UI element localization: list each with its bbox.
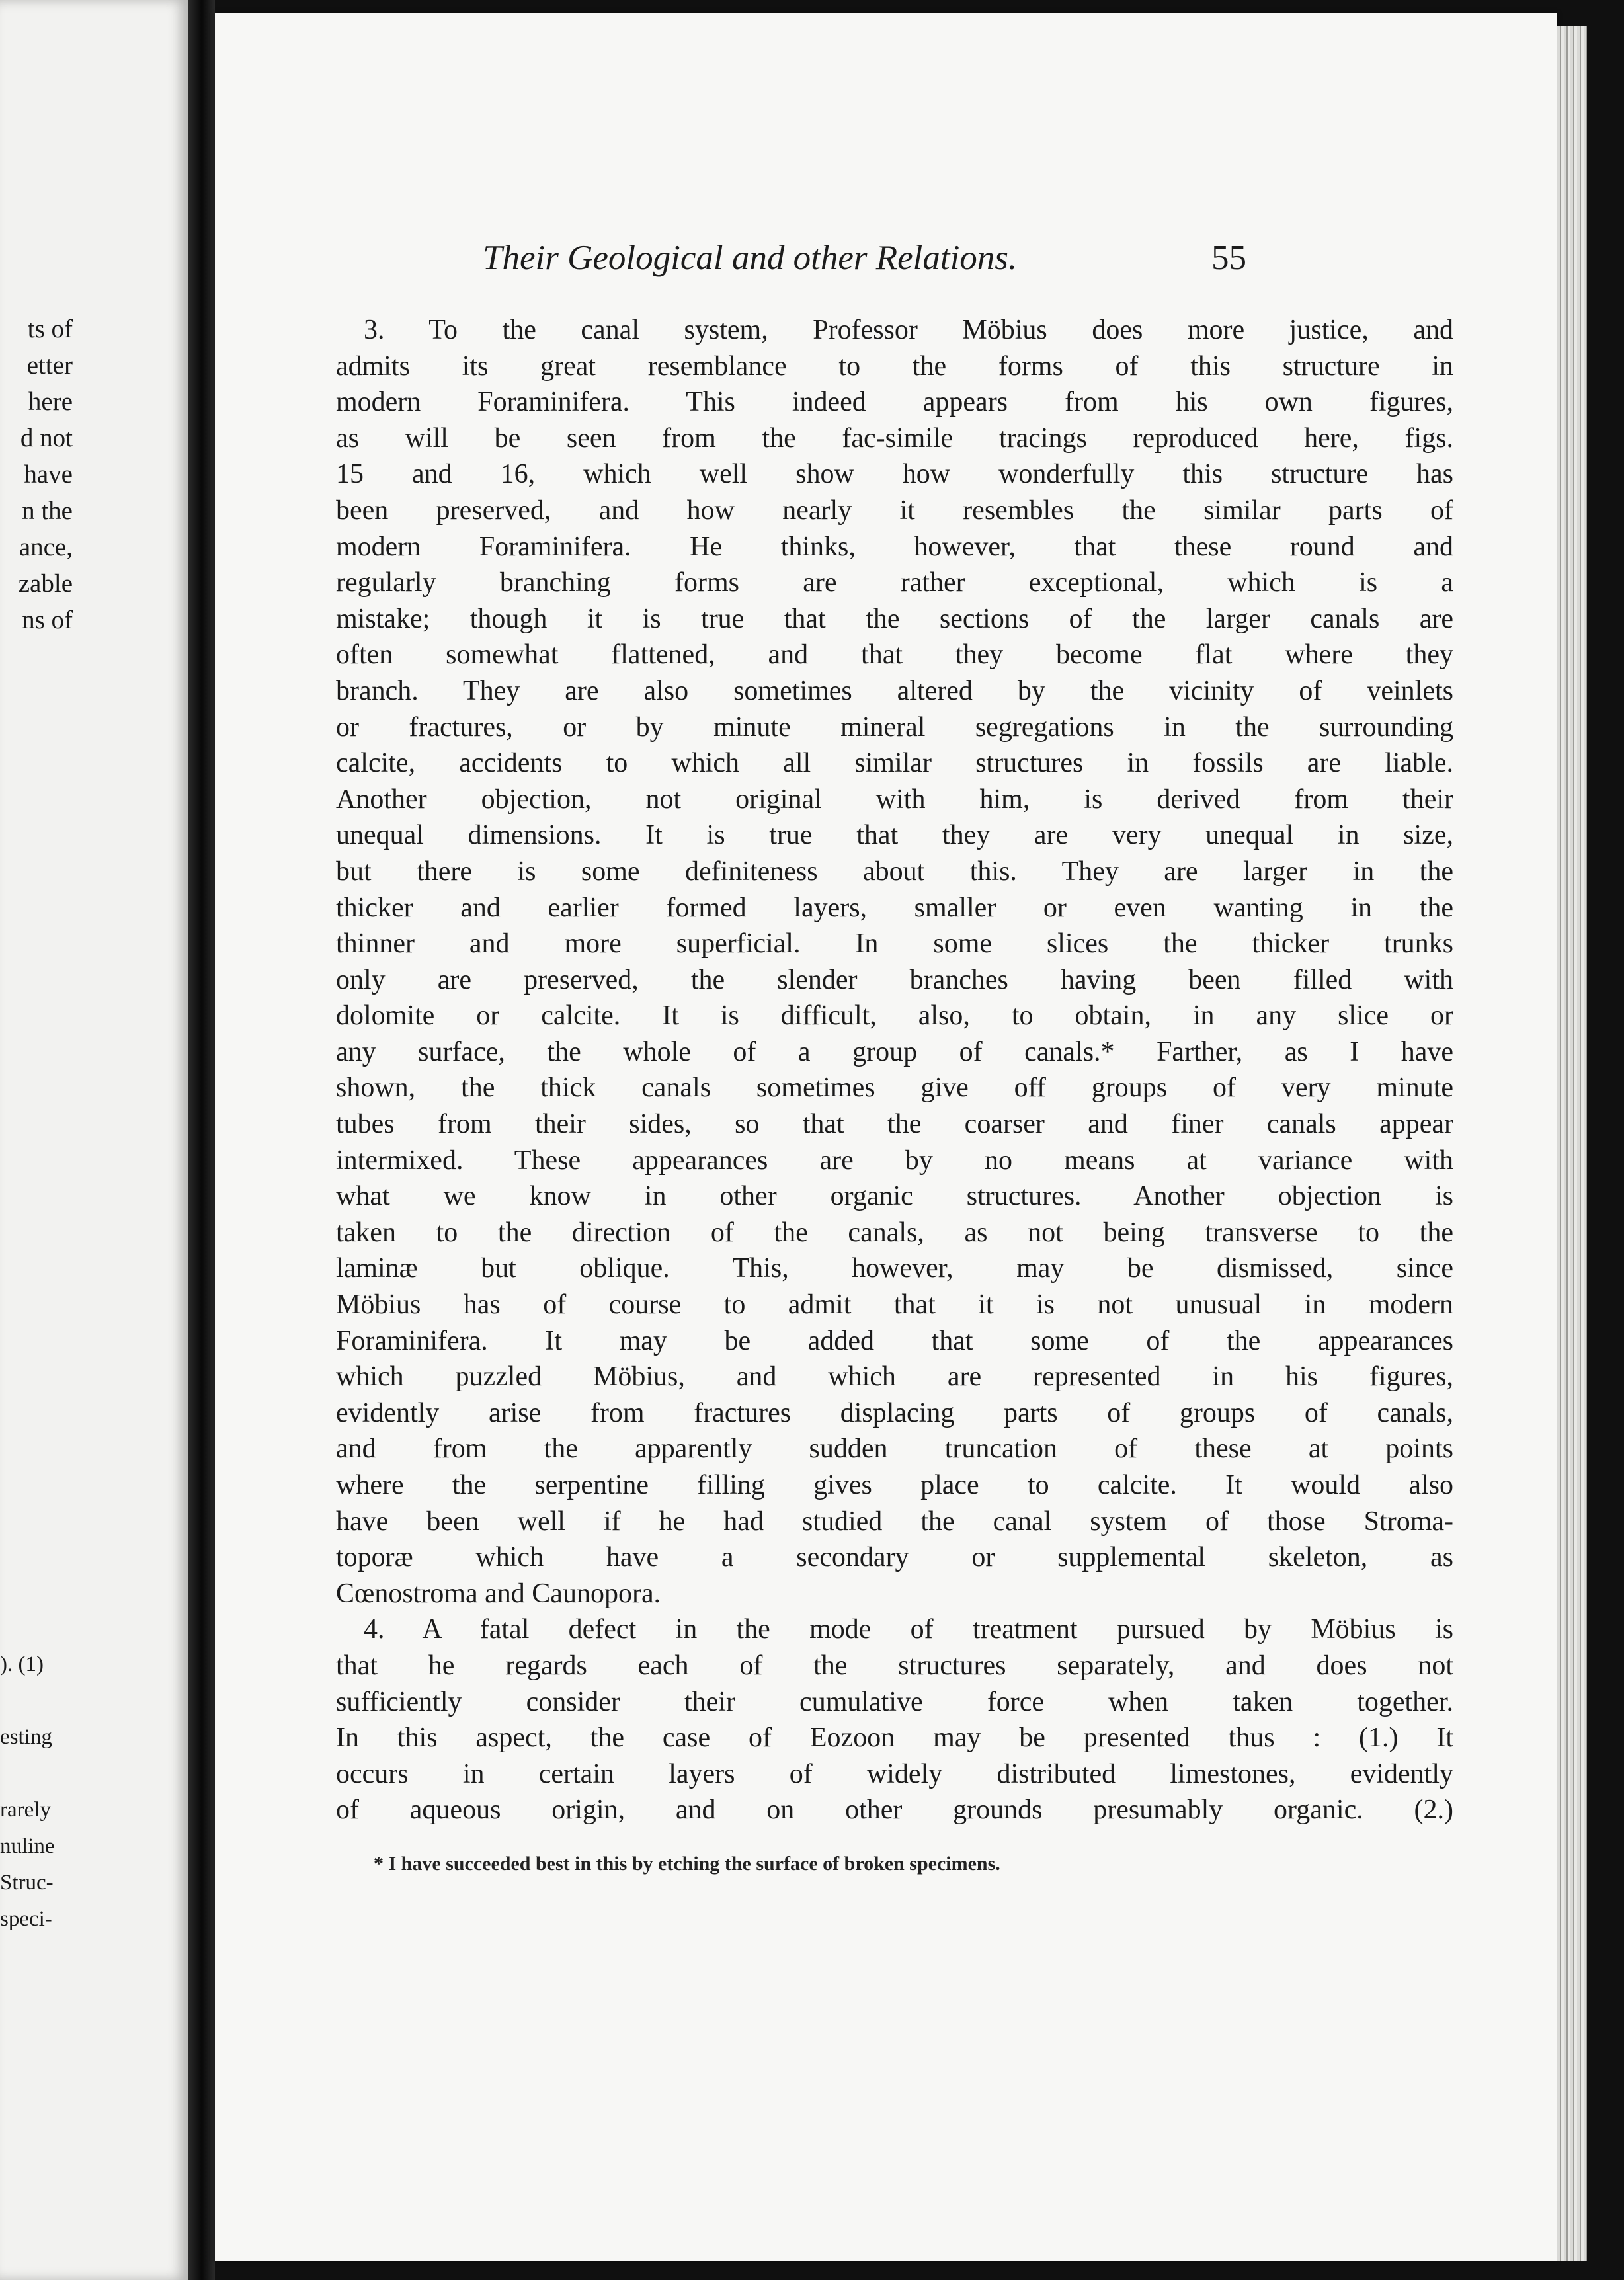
text-line: or fractures, or by minute mineral segregations in the surrounding [336, 712, 1453, 743]
left-fragment: nuline [0, 1834, 55, 1858]
text-line: intermixed. These appearances are by no means at variance with [336, 1145, 1453, 1176]
left-facing-page [0, 0, 188, 2280]
page-number: 55 [1211, 239, 1246, 277]
text-line: Cœnostroma and Caunopora. [336, 1578, 661, 1609]
text-line: 3. To the canal system, Professor Möbius does more justice, and [364, 315, 1453, 345]
text-line: but there is some definiteness about this. They are larger in the [336, 856, 1453, 887]
book-gutter [188, 0, 215, 2280]
text-line: only are preserved, the slender branches having been filled with [336, 964, 1453, 995]
text-line: often somewhat flattened, and that they become flat where they [336, 639, 1453, 671]
text-line: admits its great resemblance to the forms of this structure in [336, 350, 1453, 382]
text-line: thinner and more superficial. In some slices the thicker trunks [336, 928, 1453, 959]
left-fragment: etter [26, 351, 73, 380]
text-line: been preserved, and how nearly it resembles the similar parts of [336, 495, 1453, 526]
text-line: Foraminifera. It may be added that some of the appearances [336, 1325, 1453, 1356]
text-line: what we know in other organic structures. Another objection is [336, 1181, 1453, 1212]
text-line: which puzzled Möbius, and which are represented in his figures, [336, 1362, 1453, 1393]
left-fragment: ns of [22, 606, 73, 634]
text-line: tubes from their sides, so that the coarser and finer canals appear [336, 1109, 1453, 1140]
text-line: unequal dimensions. It is true that they are very unequal in size, [336, 820, 1453, 851]
text-line: modern Foraminifera. This indeed appears from his own figures, [336, 387, 1453, 418]
text-line: and from the apparently sudden truncation of these at points [336, 1434, 1453, 1465]
text-line: shown, the thick canals sometimes give off groups of very minute [336, 1073, 1453, 1104]
left-fragment: ). (1) [0, 1652, 44, 1676]
text-line: dolomite or calcite. It is difficult, also, to obtain, in any slice or [336, 1000, 1453, 1032]
text-line: modern Foraminifera. He thinks, however, that these round and [336, 531, 1453, 562]
left-fragment: here [28, 387, 73, 416]
left-fragment: ance, [19, 533, 73, 561]
left-fragment: speci- [0, 1907, 52, 1931]
page-header [215, 238, 1557, 291]
left-fragment: rarely [0, 1798, 51, 1822]
text-line: taken to the direction of the canals, as not being transverse to the [336, 1217, 1453, 1248]
text-line: sufficiently consider their cumulative force when taken together. [336, 1686, 1453, 1717]
text-line: any surface, the whole of a group of canals.* Farther, as I have [336, 1036, 1453, 1067]
footnote: * I have succeeded best in this by etching the surface of broken specimens. [374, 1853, 1000, 1875]
text-line: occurs in certain layers of widely distributed limestones, evidently [336, 1758, 1453, 1789]
left-fragment [0, 1756, 73, 1792]
page [215, 13, 1557, 2261]
text-line: Möbius has of course to admit that it is not unusual in modern [336, 1289, 1453, 1321]
text-line: where the serpentine filling gives place to calcite. It would also [336, 1470, 1453, 1500]
text-line: 4. A fatal defect in the mode of treatment pursued by Möbius is [364, 1614, 1453, 1645]
text-line: calcite, accidents to which all similar structures in fossils are liable. [336, 748, 1453, 779]
text-line: Another objection, not original with him, is derived from their [336, 784, 1453, 815]
text-line: In this aspect, the case of Eozoon may be presented thus : (1.) It [336, 1723, 1453, 1754]
left-fragment: d not [20, 424, 73, 452]
text-line: evidently arise from fractures displacing parts of groups of canals, [336, 1397, 1453, 1428]
left-fragment: zable [18, 569, 73, 598]
left-fragment: have [24, 460, 73, 489]
text-line: toporæ which have a secondary or supplemental skeleton, as [336, 1542, 1453, 1573]
left-page-lower-fragments [0, 1647, 73, 1937]
text-line: laminæ but oblique. This, however, may be dismissed, since [336, 1253, 1453, 1284]
left-fragment: Struc- [0, 1871, 54, 1894]
text-line: branch. They are also sometimes altered by the vicinity of veinlets [336, 675, 1453, 706]
text-line: have been well if he had studied the canal system of those Stroma- [336, 1506, 1453, 1537]
text-line: of aqueous origin, and on other grounds presumably organic. (2.) [336, 1795, 1453, 1826]
body-text [336, 312, 1453, 1828]
text-line: mistake; though it is true that the sections of the larger canals are [336, 603, 1453, 634]
page-edges [1557, 26, 1587, 2261]
left-fragment: n the [22, 497, 73, 525]
left-page-text-fragments [0, 311, 73, 638]
text-line: regularly branching forms are rather exceptional, which is a [336, 567, 1453, 598]
text-line: 15 and 16, which well show how wonderfully this structure has [336, 459, 1453, 490]
running-head: Their Geological and other Relations. [483, 239, 1018, 277]
text-line: thicker and earlier formed layers, smaller or even wanting in the [336, 892, 1453, 923]
left-fragment: ts of [27, 315, 73, 343]
text-line: that he regards each of the structures separately, and does not [336, 1650, 1453, 1681]
text-line: as will be seen from the fac-simile tracings reproduced here, figs. [336, 423, 1453, 454]
left-fragment: esting [0, 1725, 52, 1749]
left-fragment [0, 1683, 73, 1719]
